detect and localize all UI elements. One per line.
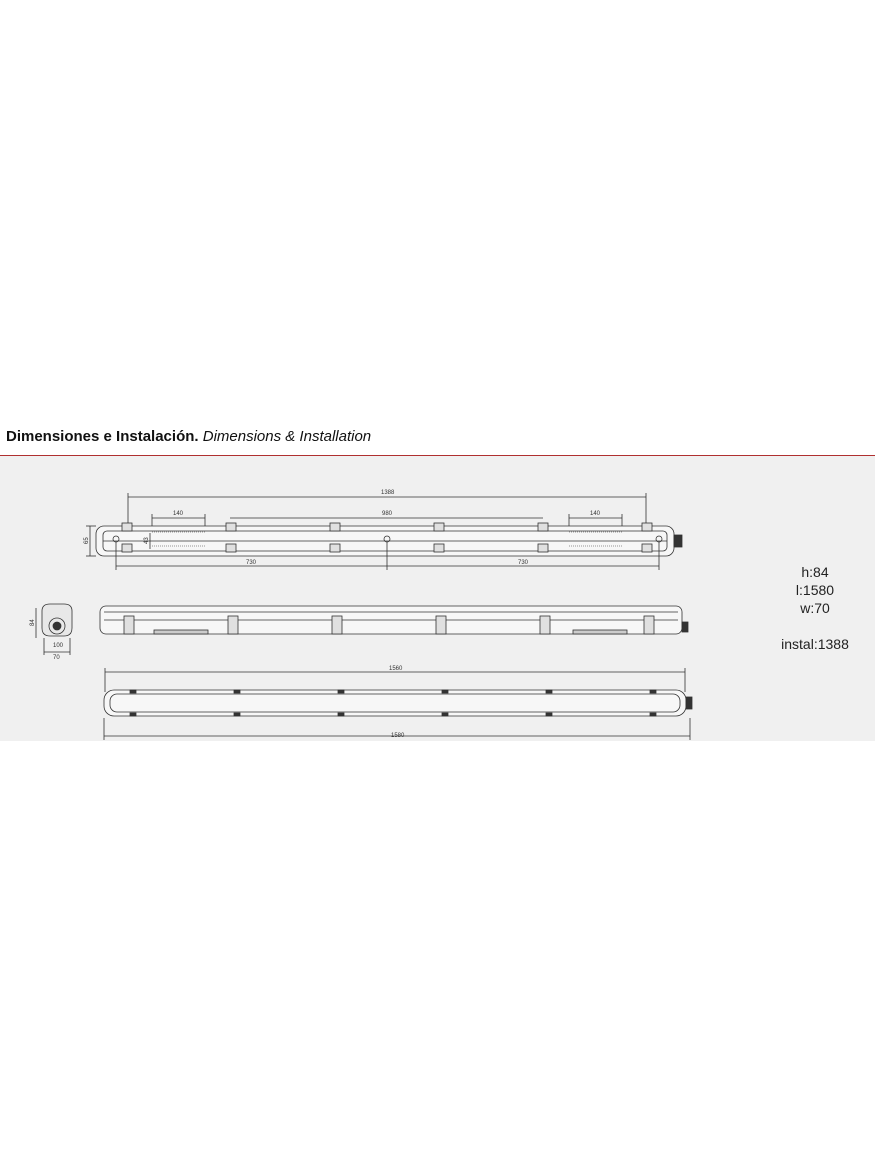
top-view bbox=[86, 493, 682, 570]
side-view bbox=[100, 606, 688, 634]
section-title-es: Dimensiones e Instalación. bbox=[6, 428, 199, 445]
dim-height: 65 bbox=[84, 537, 90, 544]
dim-overall: 1388 bbox=[381, 490, 395, 496]
dim-lower-left: 730 bbox=[246, 560, 257, 566]
dim-lower-right: 730 bbox=[518, 560, 529, 566]
dim-end-inner: 100 bbox=[53, 643, 64, 649]
dim-center: 980 bbox=[382, 511, 393, 517]
dim-side-bottom: 1580 bbox=[391, 733, 405, 739]
section-title-en: Dimensions & Installation bbox=[202, 428, 372, 445]
spec-height: h:84 bbox=[801, 564, 829, 580]
bottom-view bbox=[104, 668, 692, 740]
section-header bbox=[6, 428, 371, 445]
dim-left-strip: 140 bbox=[173, 511, 184, 517]
dim-right-strip: 140 bbox=[590, 511, 601, 517]
spec-install: instal:1388 bbox=[781, 636, 849, 652]
spec-gap bbox=[760, 617, 870, 635]
spec-length: l:1580 bbox=[795, 582, 835, 598]
dim-end-height: 84 bbox=[30, 619, 36, 626]
dim-inner: 43 bbox=[144, 537, 150, 544]
dim-side-top: 1560 bbox=[389, 666, 403, 672]
spec-list bbox=[760, 563, 870, 653]
technical-drawing bbox=[0, 456, 875, 741]
spec-width: w:70 bbox=[800, 600, 830, 616]
dim-end-base: 70 bbox=[53, 655, 60, 661]
